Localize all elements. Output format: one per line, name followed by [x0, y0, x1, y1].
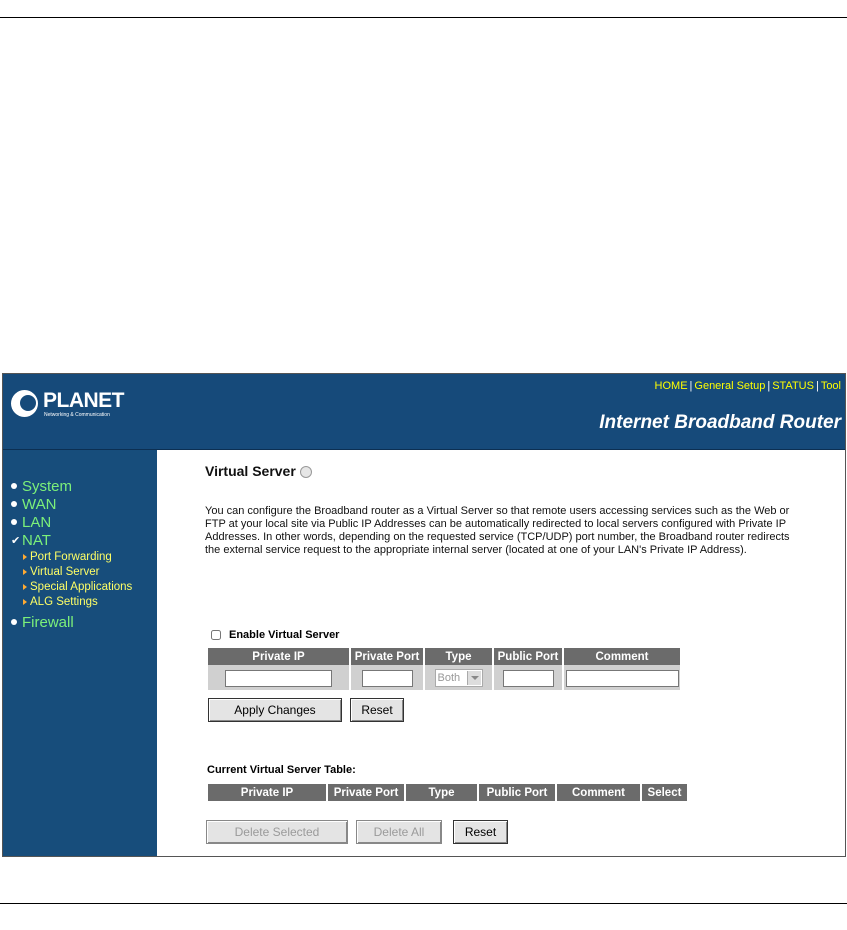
apply-changes-button[interactable]: Apply Changes	[208, 698, 342, 722]
public-port-cell	[494, 665, 562, 690]
type-select-value: Both	[437, 672, 461, 684]
virtual-server-table	[206, 784, 689, 801]
private-port-input[interactable]	[362, 670, 413, 687]
column-header-private-port: Private Port	[328, 784, 404, 801]
submenu-item-label: Virtual Server	[30, 565, 100, 578]
delete-all-button[interactable]: Delete All	[356, 820, 442, 844]
submenu-item-port-forwarding[interactable]	[23, 549, 132, 564]
column-header-public-port: Public Port	[494, 648, 562, 665]
comment-cell	[564, 665, 680, 690]
nav-separator: |	[689, 380, 693, 392]
page-top-rule	[0, 17, 847, 18]
private-port-cell	[351, 665, 423, 690]
sidebar-item-label: System	[22, 477, 73, 495]
arrow-right-icon	[23, 569, 27, 575]
submenu-item-special-applications[interactable]	[23, 579, 132, 594]
column-header-type: Type	[406, 784, 477, 801]
logo-text: PLANET	[43, 389, 124, 412]
nav-general-setup[interactable]: General Setup	[694, 380, 766, 392]
delete-selected-button[interactable]: Delete Selected	[206, 820, 348, 844]
sidebar-item-system[interactable]	[11, 477, 132, 495]
reset-form-button[interactable]: Reset	[350, 698, 404, 722]
enable-virtual-server-row	[211, 629, 339, 641]
nav-tool[interactable]: Tool	[820, 380, 841, 392]
logo-tagline: Networking & Communication	[44, 412, 110, 418]
page-title	[205, 463, 312, 479]
nat-submenu	[23, 549, 132, 609]
column-header-type: Type	[425, 648, 492, 665]
type-cell	[425, 665, 492, 690]
top-nav	[655, 380, 841, 392]
nav-status[interactable]: STATUS	[772, 380, 814, 392]
help-icon[interactable]	[300, 466, 312, 478]
virtual-server-form-table	[206, 648, 682, 690]
reset-table-button[interactable]: Reset	[453, 820, 508, 844]
private-ip-input[interactable]	[225, 670, 332, 687]
sidebar-item-firewall[interactable]	[11, 613, 132, 631]
main-content	[157, 450, 845, 856]
arrow-right-icon	[23, 584, 27, 590]
nav-separator: |	[767, 380, 771, 392]
chevron-down-icon	[467, 671, 481, 685]
submenu-item-label: Port Forwarding	[30, 550, 112, 563]
sidebar-item-wan[interactable]	[11, 495, 132, 513]
sidebar-item-label: WAN	[22, 495, 57, 513]
sidebar	[3, 450, 157, 856]
bullet-icon	[11, 519, 17, 525]
enable-virtual-server-label: Enable Virtual Server	[229, 629, 340, 641]
submenu-item-virtual-server[interactable]	[23, 564, 132, 579]
column-header-comment: Comment	[564, 648, 680, 665]
product-title: Internet Broadband Router	[599, 412, 841, 433]
nav-separator: |	[815, 380, 819, 392]
page-bottom-rule	[0, 903, 847, 904]
page-title-text: Virtual Server	[205, 463, 296, 479]
private-ip-cell	[208, 665, 349, 690]
bullet-icon	[11, 619, 17, 625]
submenu-item-label: Special Applications	[30, 580, 133, 593]
page-description: You can configure the Broadband router as a Virtual Server so that remote users accessing services such as the Web or FTP at your local site via Public IP Addresses can be automatically redirected to local servers configured with Private IP Addresses. In other words, depending on the requested service (TCP/UDP) port number, the Broadband router redirects the external service request to the appropriate internal server (located at one of your LAN's Private IP Address).	[205, 505, 790, 556]
column-header-comment: Comment	[557, 784, 640, 801]
sidebar-item-label: NAT	[22, 531, 51, 549]
comment-input[interactable]	[566, 670, 679, 687]
router-ui-screenshot	[2, 373, 846, 857]
planet-logo-icon	[11, 390, 38, 417]
column-header-private-ip: Private IP	[208, 648, 349, 665]
type-select[interactable]	[435, 669, 483, 687]
sidebar-item-lan[interactable]	[11, 513, 132, 531]
column-header-private-ip: Private IP	[208, 784, 326, 801]
enable-virtual-server-checkbox[interactable]	[211, 630, 221, 640]
checkmark-icon: ✔	[11, 534, 21, 547]
sidebar-menu	[11, 477, 132, 631]
table-caption: Current Virtual Server Table:	[207, 764, 356, 776]
sidebar-item-nat[interactable]	[11, 531, 132, 549]
bullet-icon	[11, 501, 17, 507]
nav-home[interactable]: HOME	[654, 380, 688, 392]
submenu-item-alg-settings[interactable]	[23, 594, 132, 609]
arrow-right-icon	[23, 599, 27, 605]
public-port-input[interactable]	[503, 670, 554, 687]
column-header-select: Select	[642, 784, 687, 801]
sidebar-item-label: LAN	[22, 513, 52, 531]
sidebar-item-label: Firewall	[22, 613, 74, 631]
column-header-private-port: Private Port	[351, 648, 423, 665]
bullet-icon	[11, 483, 17, 489]
arrow-right-icon	[23, 554, 27, 560]
header-banner	[3, 374, 845, 450]
submenu-item-label: ALG Settings	[30, 595, 98, 608]
column-header-public-port: Public Port	[479, 784, 555, 801]
